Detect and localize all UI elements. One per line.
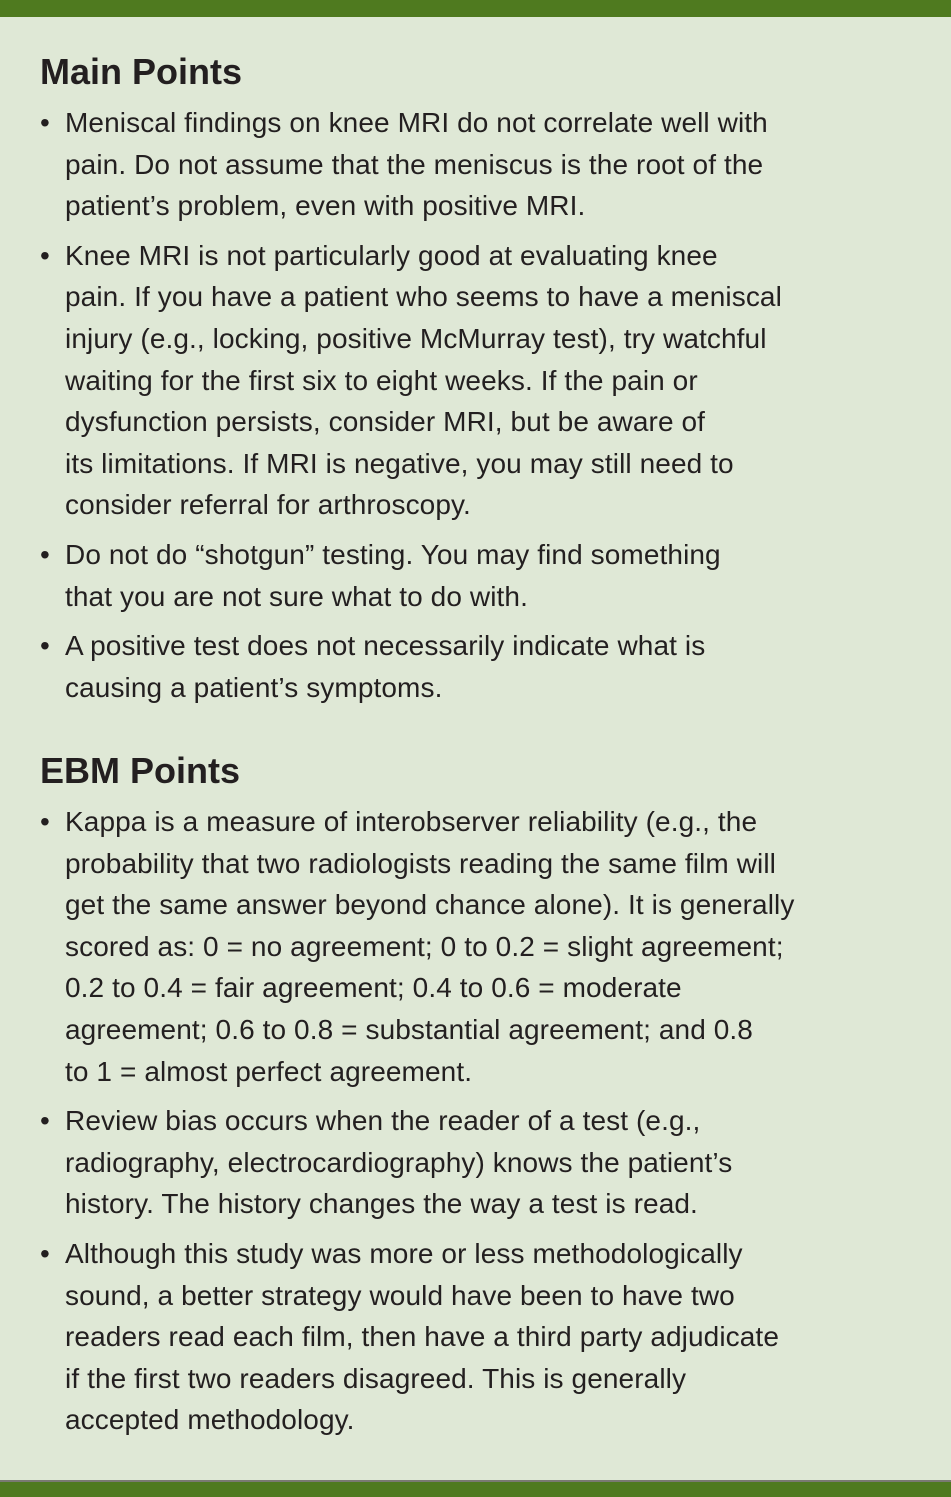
bullet-text-line: get the same answer beyond chance alone). It is generally [65, 889, 795, 921]
bullet-text-line: injury (e.g., locking, positive McMurray test), try watchful [65, 322, 767, 354]
ebm-points-section [40, 749, 920, 1449]
bullet-text-line: Do not do “shotgun” testing. You may find something [65, 538, 721, 570]
bullet-text-line: consider referral for arthroscopy. [65, 489, 471, 521]
bullet-text-line: pain. If you have a patient who seems to have a meniscal [65, 281, 782, 313]
bullet-icon: • [40, 239, 50, 271]
bottom-accent-bar [0, 1480, 951, 1497]
list-item [40, 102, 920, 227]
bullet-icon: • [40, 538, 50, 570]
bullet-text-line: Meniscal findings on knee MRI do not correlate well with [65, 107, 768, 138]
bullet-text-line: 0.2 to 0.4 = fair agreement; 0.4 to 0.6 = moderate [65, 972, 682, 1004]
bullet-icon: • [40, 630, 50, 662]
bullet-text-line: to 1 = almost perfect agreement. [65, 1055, 473, 1087]
bullet-icon: • [40, 107, 50, 138]
ebm-points-list [40, 801, 920, 1441]
bullet-text-line: history. The history changes the way a test is read. [65, 1188, 698, 1220]
bullet-text-line: radiography, electrocardiography) knows the patient’s [65, 1146, 733, 1178]
list-item [40, 801, 920, 1092]
bullet-text-line: waiting for the first six to eight weeks. If the pain or [65, 364, 698, 396]
list-item [40, 534, 920, 617]
bullet-icon: • [40, 1105, 50, 1137]
bullet-text-line: sound, a better strategy would have been to have two [65, 1279, 735, 1311]
bullet-text-line: Although this study was more or less methodologically [65, 1237, 743, 1269]
list-item [40, 235, 920, 526]
main-points-heading: Main Points [40, 51, 243, 92]
main-points-list [40, 102, 920, 708]
bullet-text-line: if the first two readers disagreed. This is generally [65, 1362, 687, 1394]
bullet-text-line: causing a patient’s symptoms. [65, 671, 443, 703]
bullet-text-line: accepted methodology. [65, 1404, 355, 1436]
bullet-text-line: Review bias occurs when the reader of a test (e.g., [65, 1105, 701, 1137]
bullet-text-line: its limitations. If MRI is negative, you may still need to [65, 447, 734, 479]
list-item [40, 625, 920, 708]
bullet-text-line: dysfunction persists, consider MRI, but be aware of [65, 406, 706, 438]
list-item [40, 1233, 920, 1441]
bullet-text-line: Knee MRI is not particularly good at evaluating knee [65, 239, 718, 271]
bullet-text-line: probability that two radiologists reading the same film will [65, 847, 776, 879]
bullet-text-line: scored as: 0 = no agreement; 0 to 0.2 = slight agreement; [65, 930, 784, 962]
bullet-text-line: readers read each film, then have a third party adjudicate [65, 1321, 779, 1353]
top-accent-bar [0, 0, 951, 17]
bullet-text-line: Kappa is a measure of interobserver reliability (e.g., the [65, 806, 758, 837]
bullet-text-line: patient’s problem, even with positive MRI. [65, 190, 586, 222]
list-item [40, 1100, 920, 1225]
bullet-text-line: pain. Do not assume that the meniscus is the root of the [65, 148, 764, 180]
bullet-text-line: agreement; 0.6 to 0.8 = substantial agreement; and 0.8 [65, 1013, 753, 1045]
bullet-text-line: that you are not sure what to do with. [65, 580, 528, 612]
ebm-points-heading: EBM Points [40, 750, 241, 791]
bullet-text-line: A positive test does not necessarily indicate what is [65, 630, 706, 662]
bullet-icon: • [40, 1237, 50, 1269]
bullet-icon: • [40, 806, 50, 837]
main-points-section [40, 50, 920, 716]
